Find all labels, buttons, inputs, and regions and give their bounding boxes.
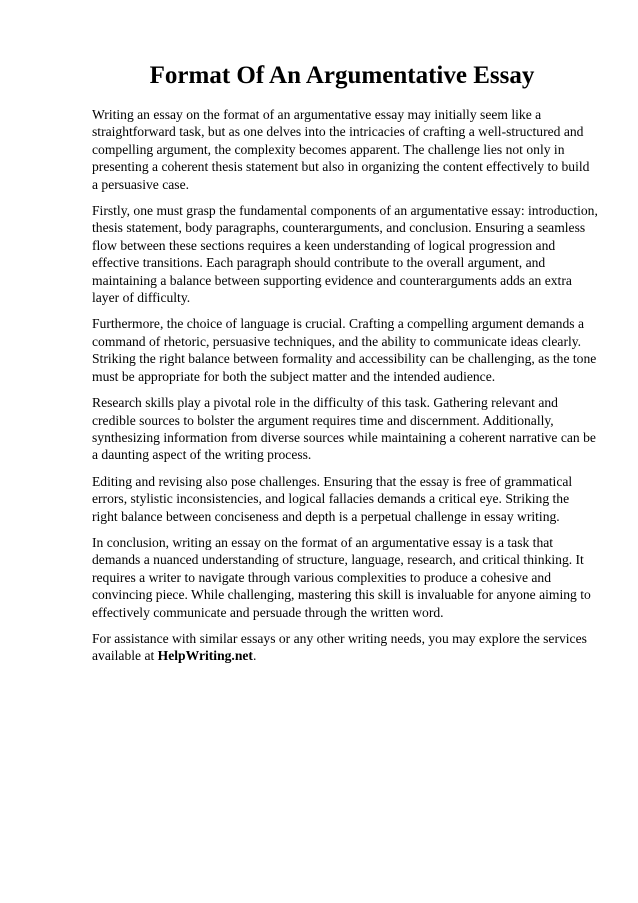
closing-period: . [252, 648, 257, 664]
paragraph-components: Firstly, one must grasp the fundamental components of an argumentative essay: introduction, thesis statement, body paragraphs, counterarguments, and conclusion. Ensuring a seamless flow between these sections requires a keen understanding of logical progression and effective transitions. Each paragraph should contribute to the overall argument, and maintaining a balance between supporting evidence and counterarguments adds an extra layer of difficulty. [92, 203, 598, 306]
paragraph-language: Furthermore, the choice of language is crucial. Crafting a compelling argument demands a command of rhetoric, persuasive techniques, and the ability to communicate ideas clearly. Striking the right balance between formality and accessibility can be challenging, as the tone must be appropriate for both the subject matter and the intended audience. [92, 316, 597, 384]
closing-text: For assistance with similar essays or any other writing needs, you may explore the services available at [92, 630, 587, 664]
paragraph-editing: Editing and revising also pose challenges. Ensuring that the essay is free of grammatical errors, stylistic inconsistencies, and logical fallacies demands a critical eye. Striking the right balance between conciseness and depth is a perpetual challenge in essay writing. [92, 473, 573, 524]
paragraph-closing [92, 630, 598, 665]
paragraph-conclusion: In conclusion, writing an essay on the format of an argumentative essay is a task that demands a nuanced understanding of structure, language, research, and critical thinking. It requires a writer to navigate through various complexities to produce a cohesive and convincing piece. While challenging, mastering this skill is invaluable for anyone aiming to effectively communicate and persuade through the written word. [92, 534, 591, 620]
document-title: Format Of An Argumentative Essay [149, 62, 535, 89]
paragraph-intro: Writing an essay on the format of an argumentative essay may initially seem like a straightforward task, but as one delves into the intricacies of crafting a well-structured and compelling argument, the complexity becomes apparent. The challenge lies not only in presenting a coherent thesis statement but also in organizing the content effectively to build a persuasive case. [92, 107, 590, 192]
helpwriting-link[interactable]: HelpWriting.net [157, 648, 253, 664]
paragraph-research: Research skills play a pivotal role in the difficulty of this task. Gathering relevant and credible sources to bolster the argument requires time and discernment. Additionally, synthesizing information from diverse sources while maintaining a coherent narrative can be a daunting aspect of the writing process. [92, 395, 596, 463]
document-body [92, 106, 598, 665]
